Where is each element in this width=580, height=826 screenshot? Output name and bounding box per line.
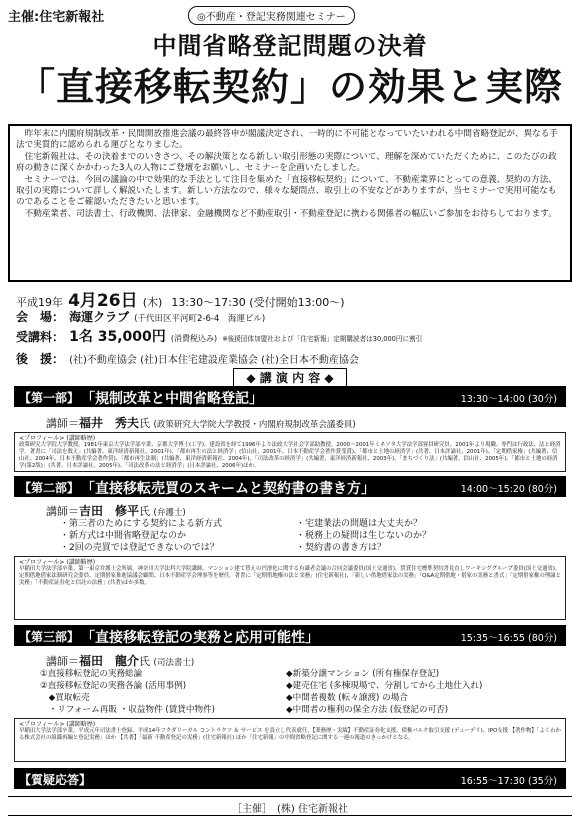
section-2-time: 14:00～15:20 (80分) xyxy=(460,484,557,495)
date-prefix: 平成19年 xyxy=(16,296,63,309)
section-1-header xyxy=(14,386,566,407)
section-2-speaker: 講師＝吉田 修平氏 (弁護士) xyxy=(46,504,186,518)
section-2-label: 【第二部】 xyxy=(19,481,80,495)
fee-line xyxy=(16,326,422,346)
date-main: 4月26日 xyxy=(68,291,138,311)
section-1-label: 【第一部】 xyxy=(19,391,80,405)
topic-item: ・2回の売買では登記できないのでは？ xyxy=(60,543,219,553)
topic-item: ・契約書の書き方は？ xyxy=(296,543,387,553)
topic-item: ◆新築分譲マンション (所有権保存登記) xyxy=(286,669,440,679)
topic-item: ②直接移転登記の実務各論 (活用事例) xyxy=(40,681,187,691)
section-3-topics-left xyxy=(40,668,215,716)
fee-label: 受講料： xyxy=(16,330,65,344)
section-3-profile: <プロフィール> (講師略歴) 早稲田大学法学部卒業。平成元年司法書士登録、平成14年フクダリーガル コントラクツ ＆ サービス を設立し代表就任。【業務歴・実績】不動産証券化支援、債権バルク取引支援 (デューデリ)、IPO支援 【著作物】「よくわかる株式会社の組織再編と登記実務」ほか 【共著】「最新 不動産登記の実務」(住宅新報社) ほか「住宅新報」の中間省略登記に関する一連の報道のきっかけとなる。 xyxy=(14,718,566,762)
topic-item: ・宅建業法の問題は大丈夫か？ xyxy=(296,519,423,529)
qa-time: 16:55～17:30 (35分) xyxy=(460,776,557,787)
footer-bar xyxy=(8,796,572,816)
speaker-3-role: (司法書士) xyxy=(153,658,195,668)
venue-line xyxy=(16,306,265,325)
intro-paragraph-4: 不動産業者、司法書士、行政機関、法律家、金融機関など不動産取引・不動産登記に携わる関係者の幅広いご参加をお待ちしております。 xyxy=(16,208,557,219)
contents-heading: ◆ 講 演 内 容 ◆ xyxy=(0,367,580,387)
intro-paragraph-3: セミナーでは、今回の議論の中で効果的な手法として注目を集めた「直接移転契約」について、不動産業界にとっての意義、契約の方法、取引の実際について詳しく解説いたします。新しい方法なので、様々な疑問点、取引上の不安などがありますが、当セミナーで実用可能なものであることをご確認いただきたいと思います。 xyxy=(16,174,557,208)
title-line-1: 中間省略登記問題の決着 xyxy=(152,32,428,60)
topic-item: ・税務上の疑問は生じないのか？ xyxy=(296,531,432,541)
section-3-title: 「直接移転登記の実務と応用可能性」 xyxy=(81,630,319,646)
section-3-speaker: 講師＝福田 龍介氏 (司法書士) xyxy=(46,654,195,668)
topic-item: ・リフォーム再販 ・収益物件 (賃貸中物件) xyxy=(40,705,216,715)
footer-text: ［主催］ (株) 住宅新報社 xyxy=(232,804,348,815)
topic-item: ・第三者のためにする契約による新方式 xyxy=(60,519,223,529)
qa-label: 【質疑応答】 xyxy=(19,773,92,787)
speaker-2-name: 吉田 修平 xyxy=(79,504,140,518)
section-3-time: 15:35～16:55 (80分) xyxy=(460,633,557,644)
support-line xyxy=(16,348,359,367)
section-2-topics-right xyxy=(296,518,431,554)
section-2-title: 「直接移転売買のスキームと契約書の書き方」 xyxy=(81,481,375,497)
date-day: (木) xyxy=(142,296,163,309)
venue-label: 会 場： xyxy=(16,310,65,324)
intro-paragraph-1: 昨年末に内閣府規制改革・民間開放推進会議の最終答申が閣議決定され、一時的に不可能となっていたいわれる中間省略登記が、異なる手法で実質的に認められる運びとなりました。 xyxy=(16,129,558,151)
section-1-speaker: 講師＝福井 秀夫氏 (政策研究大学院大学教授・内閣府規制改革会議委員) xyxy=(46,416,356,430)
speaker-2-role: (弁護士) xyxy=(153,508,186,518)
fee-tax: (消費税込み) xyxy=(170,334,218,343)
support-orgs: (社)不動産協会 (社)日本住宅建設産業協会 (社)全日本不動産協会 xyxy=(69,355,359,366)
topic-item: ◆中間者の権利の保全方法 (仮登記の可否) xyxy=(286,705,449,715)
speaker-3-name: 福田 龍介 xyxy=(79,654,140,668)
section-1-title: 「規制改革と中間省略登記」 xyxy=(81,391,263,407)
speaker-1-role: (政策研究大学院大学教授・内閣府規制改革会議委員) xyxy=(153,420,356,430)
section-1-time: 13:30～14:00 (30分) xyxy=(460,394,557,405)
topic-item: ◆建売住宅 (多棟現場で、分割してから土地仕入れ) xyxy=(286,681,483,691)
topic-item: ◆買取転売 xyxy=(40,693,90,703)
intro-paragraph-2: 住宅新報社は、その決着までのいきさつ、その解決策となる新しい取引形態の実際について、理解を深めていただくために、このたびの政府の動きに深くかかわった3人の人物にご登壇をお願いし、セミナーを企画いたしました。 xyxy=(16,151,557,174)
section-2-header xyxy=(14,476,566,497)
fee-amount: 1名 35,000円 xyxy=(69,329,166,345)
venue-address: (千代田区平河町2-6-4 海運ビル) xyxy=(134,314,266,324)
section-2-topics-left xyxy=(60,518,222,554)
section-3-label: 【第三部】 xyxy=(19,630,80,644)
section-3-header xyxy=(14,625,566,646)
section-3-topics-right xyxy=(286,668,482,716)
topic-item: ①直接移転登記の実務総論 xyxy=(40,669,143,679)
fee-note: ※後援団体加盟社および「住宅新報」定期購読者は30,000円に割引 xyxy=(222,335,423,343)
topic-item: ◆中間者複数 (転々譲渡) の場合 xyxy=(286,693,408,703)
sponsor-label: 主催:住宅新報社 xyxy=(8,10,105,25)
support-label: 後 援： xyxy=(16,352,65,366)
event-time: 13:30～17:30 (受付開始13:00～) xyxy=(171,296,345,309)
title-line-2: 「直接移転契約」の効果と実際 xyxy=(16,64,563,109)
speaker-1-name: 福井 秀夫 xyxy=(79,416,140,430)
venue-name: 海運クラブ xyxy=(69,310,130,324)
section-1-profile: <プロフィール> (講師略歴) 政策研究大学院大学教授。1981年東京大学法学部卒業、京都大学博士(工学)。建設省を経て1996年より法政大学社会学部助教授。2000～2001年ミネソタ大学法学部客員研究員。2001年より現職。専門は行政法、法と経済学。著書に「司法を救え」(共編著、東洋経済新報社、2001年)、「都市再生の法と経済学」(信山社、2001年、日本不動産学会著作賞受賞)、「都市と土地の経済学」(共著、日本評論社、2001年)、「定期借家権」(共編著、信山社、2004年、日本不動産学会著作賞)、「都市再生法制」(共編著、東洋経済新報社、2004年)、「司法改革の経済学」(共編著、東洋経済新報社、2003年)、「まちづくり法」(共編著、信山社、2005年)、「都市と土地の経済学(第2版)」(共著、日本評論社、2005年)、「司法改革の法と経済学」(日本評論社、2006年)ほか。 xyxy=(14,432,566,472)
seminar-category-badge: ◎不動産・登記実務関連セミナー xyxy=(188,6,355,25)
section-2-profile: <プロフィール> (講師略歴) 早稲田大学法学部卒業。第一東京弁護士会所属。神奈川大学法科大学院講師。マンション建て替えの円滑化に関する有識者会議の合同会議委員(国土交通省)、賃貸住宅標準契約書見直しワーキンググループ委員(国土交通省)、定期借地借家法制研究会委員、定期借家推進協議会顧問、日本不動産学会理事等を歴任。著書に「定期借地権の法と実務」(住宅新報社)、「新しい借地借家法の実務」「Q&A定期借地・借家の実務と書式」「定期借家権の理論と実務」「不動産証券化と信託の法務」(共著)ほか多数。 xyxy=(14,556,566,620)
qa-header xyxy=(14,768,566,789)
topic-item: ・新方式は中間省略登記なのか xyxy=(60,531,187,541)
intro-box xyxy=(8,124,572,282)
